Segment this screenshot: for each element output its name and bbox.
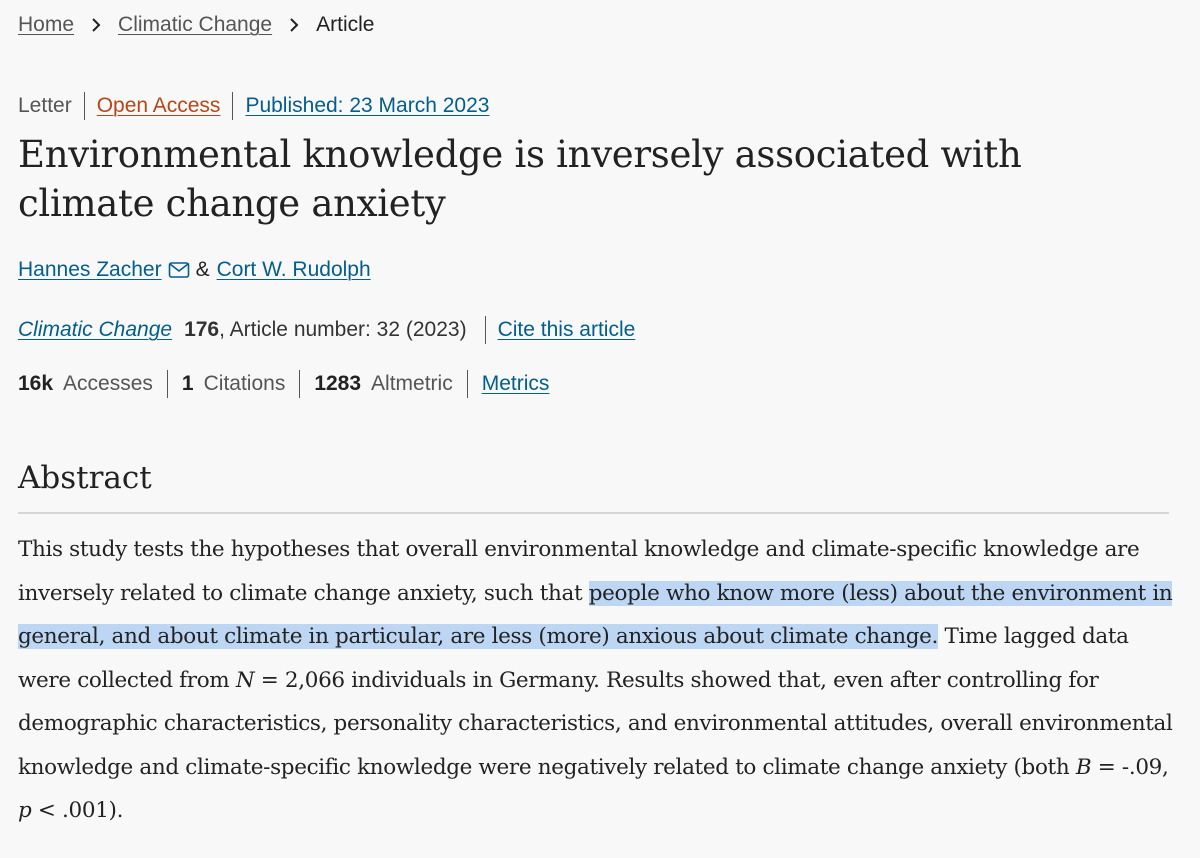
journal-link[interactable]: Climatic Change	[18, 318, 173, 341]
author-joiner: &	[195, 258, 210, 281]
abstract-divider	[18, 512, 1169, 514]
article-meta	[18, 92, 489, 120]
abstract-n-symbol: N	[235, 667, 255, 693]
abstract-part-3: = 2,066 individuals in Germany. Results showed that, even after controlling for demographic characteristics, personality characteristics, and environmental attitudes, overall environmental knowledge and climate-specific knowledge were negatively related to climate change anxiety (both	[18, 667, 1173, 780]
article-type: Letter	[18, 94, 72, 117]
accesses-label: Accesses	[63, 372, 153, 395]
abstract-part-1: This study tests the hypotheses that overall environmental knowledge and climate-specific knowledge are inversely related to climate change anxiety, such that	[18, 537, 1140, 606]
breadcrumb-current: Article	[316, 13, 375, 36]
abstract-part-5: < .001).	[31, 798, 124, 823]
abstract-heading: Abstract	[18, 460, 152, 496]
journal-info	[18, 316, 635, 344]
abstract-p-symbol: p	[18, 798, 32, 823]
author-list	[18, 258, 371, 282]
breadcrumb	[18, 13, 374, 37]
divider	[485, 316, 486, 344]
mail-icon[interactable]	[168, 261, 190, 279]
citations-label: Citations	[203, 372, 286, 395]
abstract-text	[18, 528, 1178, 833]
divider	[84, 92, 85, 120]
chevron-right-icon	[88, 17, 104, 33]
divider	[167, 370, 168, 398]
divider	[299, 370, 300, 398]
journal-volume: 176	[184, 318, 220, 341]
author-link-zacher[interactable]: Hannes Zacher	[18, 258, 162, 281]
published-date-link[interactable]: Published: 23 March 2023	[245, 94, 490, 117]
abstract-part-4: = -.09,	[1091, 754, 1169, 780]
cite-article-link[interactable]: Cite this article	[497, 318, 636, 341]
breadcrumb-journal-link[interactable]: Climatic Change	[118, 13, 273, 36]
abstract-highlighted-selection: people who know more (less) about the environment in general, and about climate in particular, are less (more) anxious about climate change.	[18, 580, 1173, 649]
accesses-count: 16k	[18, 372, 54, 395]
metrics-bar	[18, 370, 549, 398]
abstract-b-symbol: B	[1075, 754, 1092, 780]
metrics-link[interactable]: Metrics	[481, 372, 550, 395]
article-number: , Article number: 32 (2023)	[219, 318, 467, 341]
breadcrumb-home-link[interactable]: Home	[18, 13, 75, 36]
altmetric-label: Altmetric	[371, 372, 453, 395]
chevron-right-icon	[286, 17, 302, 33]
altmetric-score: 1283	[314, 372, 362, 395]
citations-count: 1	[181, 372, 194, 395]
abstract-part-2: Time lagged data were collected from	[18, 624, 1129, 693]
article-title: Environmental knowledge is inversely associated with climate change anxiety	[18, 133, 1022, 225]
divider	[467, 370, 468, 398]
author-link-rudolph[interactable]: Cort W. Rudolph	[216, 258, 371, 281]
open-access-link[interactable]: Open Access	[96, 94, 221, 117]
divider	[232, 92, 233, 120]
